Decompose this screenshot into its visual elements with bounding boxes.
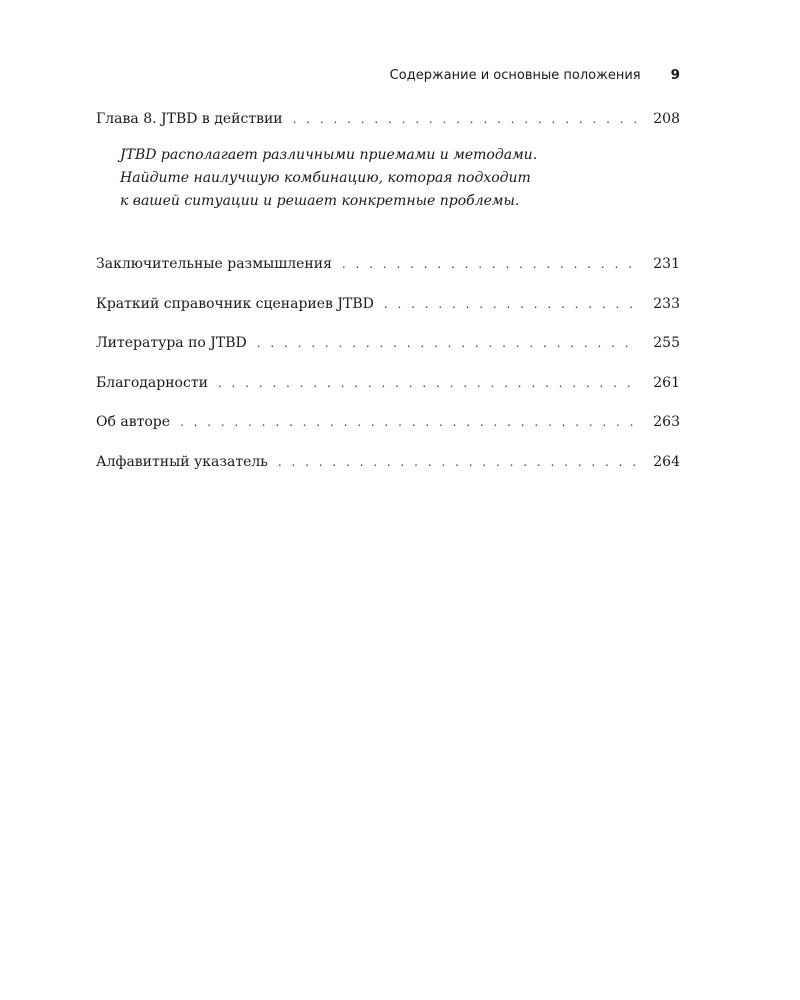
toc-entry-literature[interactable] [96,335,680,351]
toc-dot-leader [384,297,639,311]
toc-dot-leader [257,336,639,350]
toc-entry-page: 231 [653,256,680,272]
toc-entry-title: Краткий справочник сценариев JTBD [96,296,374,312]
toc-entry-page: 255 [653,335,680,351]
toc-entry-page: 208 [653,111,680,127]
toc-entry-title: Заключительные размышления [96,256,332,272]
running-head-title: Содержание и основные положения [389,68,641,83]
running-head [96,67,680,83]
toc-entry-title: Об авторе [96,414,171,430]
toc-entry-acknowledgements[interactable] [96,375,680,391]
toc-entry-page: 233 [653,296,680,312]
running-head-page-number: 9 [670,67,680,83]
toc-dot-leader [342,257,639,271]
toc-entry-page: 264 [653,454,680,470]
toc-entry-index[interactable] [96,454,680,470]
toc-entry-page: 263 [653,414,680,430]
chapter-description [120,144,600,213]
toc-entry-title: Благодарности [96,375,208,391]
toc-entry-about-author[interactable] [96,414,680,430]
toc-entry-chapter-8[interactable] [96,111,680,127]
chapter-description-line: Найдите наилучшую комбинацию, которая подходит [120,170,531,186]
chapter-description-line: к вашей ситуации и решает конкретные проблемы. [120,193,520,209]
toc-dot-leader [293,112,640,126]
toc-dot-leader [278,455,639,469]
toc-entry-title: Глава 8. JTBD в действии [96,111,283,127]
toc-dot-leader [180,415,639,429]
toc-entry-title: Алфавитный указатель [96,454,268,470]
toc-entry-title: Литература по JTBD [96,335,247,351]
toc-entry-page: 261 [653,375,680,391]
toc-entry-scenario-reference[interactable] [96,296,680,312]
chapter-description-line: JTBD располагает различными приемами и методами. [120,147,538,163]
toc-entry-closing-thoughts[interactable] [96,256,680,272]
toc-dot-leader [218,376,639,390]
